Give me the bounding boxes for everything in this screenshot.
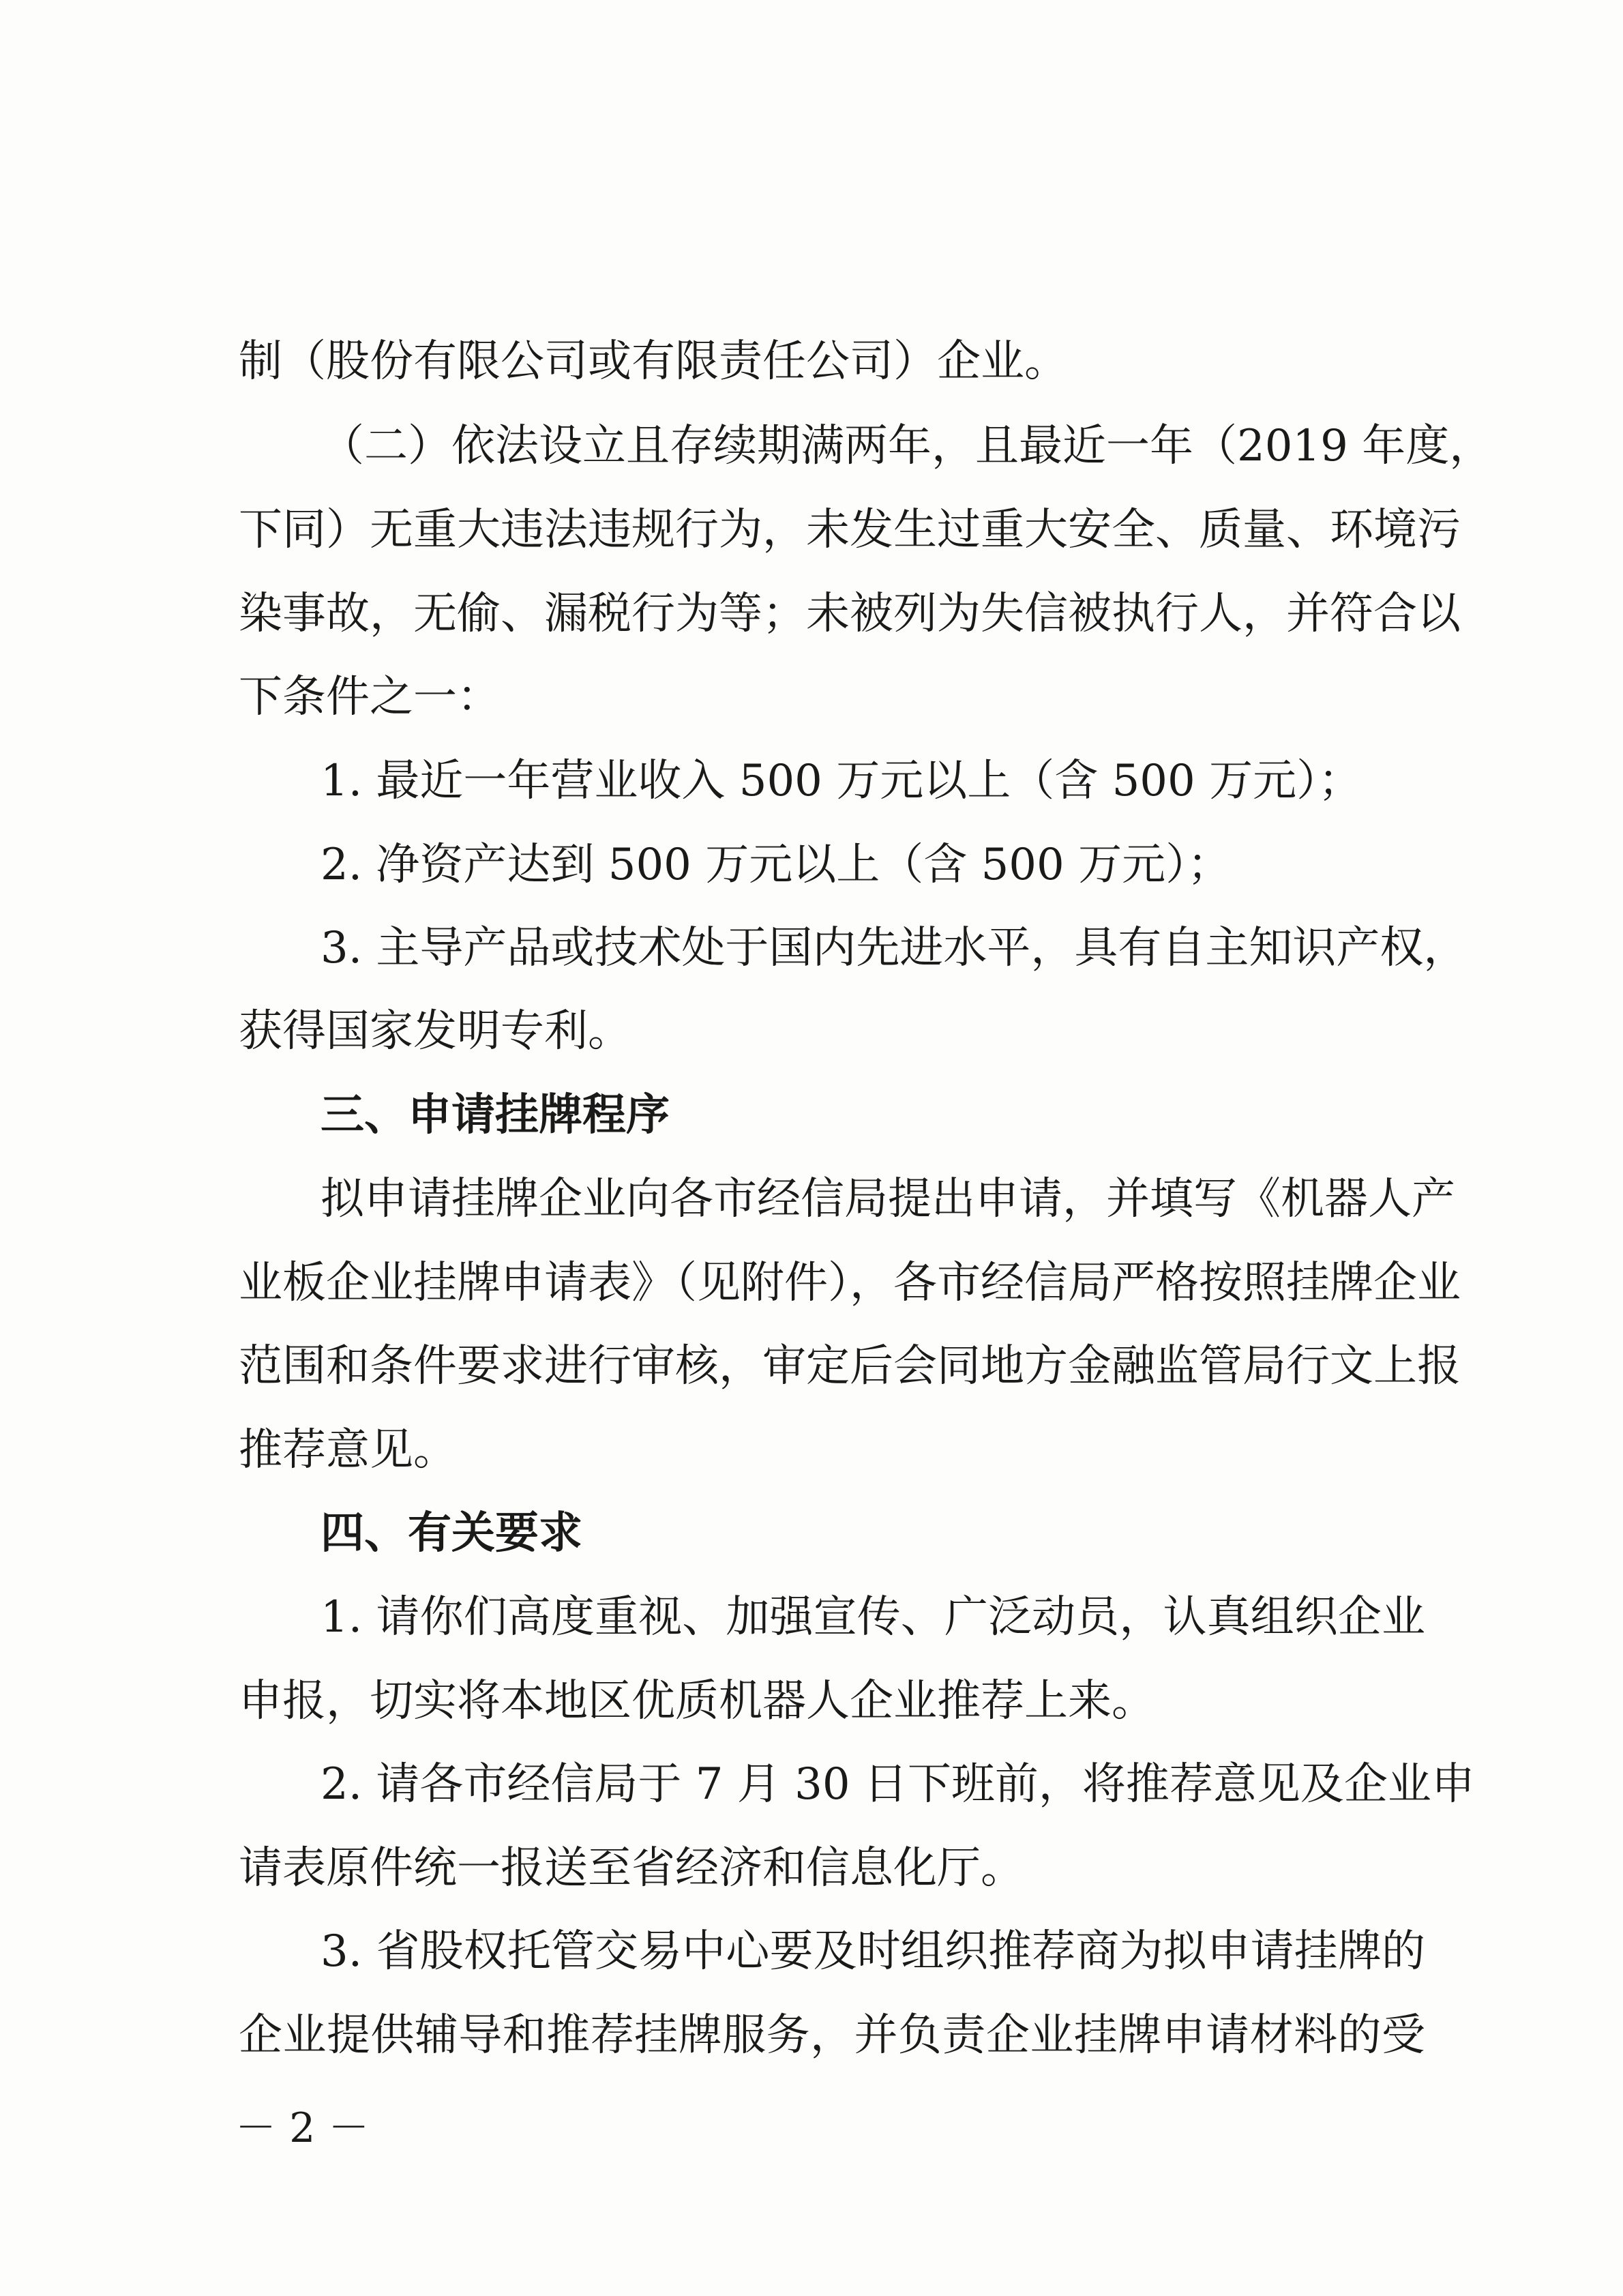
body-line-7: 业板企业挂牌申请表》（见附件），各市经信局严格按照挂牌企业 bbox=[239, 1258, 1461, 1308]
requirement-1: 1. 请你们高度重视、加强宣传、广泛动员，认真组织企业 bbox=[321, 1592, 1425, 1643]
body-line-2: （二）依法设立且存续期满两年，且最近一年（2019 年度， bbox=[321, 421, 1493, 471]
page-number: － 2 － bbox=[235, 2104, 370, 2152]
body-line-4: 染事故，无偷、漏税行为等；未被列为失信被执行人，并符合以 bbox=[239, 589, 1461, 639]
list-item-1: 1. 最近一年营业收入 500 万元以上（含 500 万元）； bbox=[321, 756, 1363, 806]
body-line-8: 范围和条件要求进行审核，审定后会同地方金融监管局行文上报 bbox=[239, 1341, 1461, 1392]
requirement-1-continued: 申报，切实将本地区优质机器人企业推荐上来。 bbox=[239, 1676, 1155, 1726]
list-item-3: 3. 主导产品或技术处于国内先进水平，具有自主知识产权， bbox=[321, 923, 1468, 973]
requirement-2-continued: 请表原件统一报送至省经济和信息化厅。 bbox=[239, 1843, 1024, 1894]
section-heading-3: 三、申请挂牌程序 bbox=[321, 1090, 670, 1140]
body-line-9: 推荐意见。 bbox=[239, 1425, 457, 1475]
section-heading-4: 四、有关要求 bbox=[321, 1508, 582, 1559]
requirement-3: 3. 省股权托管交易中心要及时组织推荐商为拟申请挂牌的 bbox=[321, 1926, 1425, 1977]
requirement-2: 2. 请各市经信局于 7 月 30 日下班前，将推荐意见及企业申 bbox=[321, 1759, 1475, 1810]
requirement-3-continued: 企业提供辅导和推荐挂牌服务，并负责企业挂牌申请材料的受 bbox=[239, 2010, 1425, 2061]
body-line-3: 下同）无重大违法违规行为，未发生过重大安全、质量、环境污 bbox=[239, 505, 1461, 555]
body-line-1: 制（股份有限公司或有限责任公司）企业。 bbox=[239, 336, 1068, 387]
list-item-3-continued: 获得国家发明专利。 bbox=[239, 1006, 631, 1057]
list-item-2: 2. 净资产达到 500 万元以上（含 500 万元）； bbox=[321, 840, 1232, 890]
body-line-6: 拟申请挂牌企业向各市经信局提出申请，并填写《机器人产 bbox=[321, 1174, 1455, 1224]
body-line-5: 下条件之一： bbox=[239, 672, 501, 722]
